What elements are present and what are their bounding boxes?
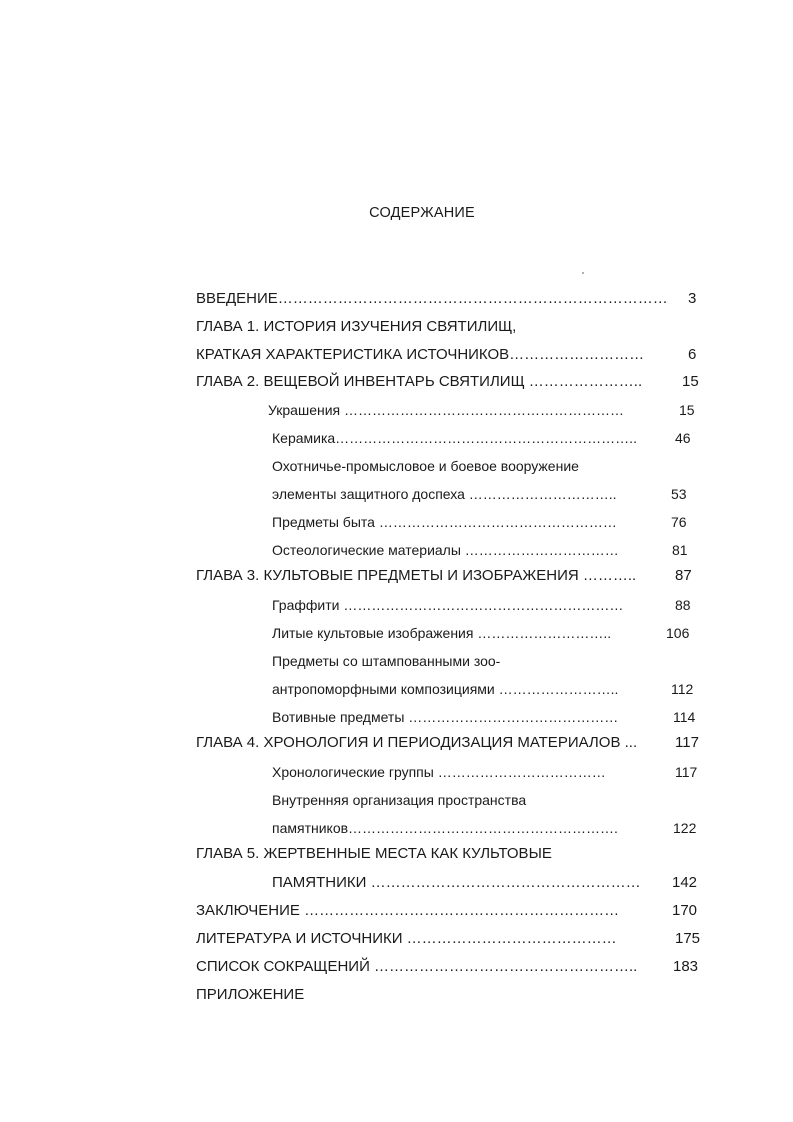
toc-entry-text: ПАМЯТНИКИ ……………………………………………… [272, 874, 641, 891]
toc-row [272, 819, 618, 837]
toc-page-number: 87 [675, 567, 692, 584]
toc-row [268, 401, 624, 419]
toc-row [196, 734, 637, 752]
toc-entry-text: ГЛАВА 1. ИСТОРИЯ ИЗУЧЕНИЯ СВЯТИЛИЩ, [196, 318, 517, 335]
toc-row [272, 541, 619, 559]
toc-entry-text: КРАТКАЯ ХАРАКТЕРИСТИКА ИСТОЧНИКОВ……………………… [196, 346, 645, 363]
toc-page-number: 175 [675, 930, 701, 947]
toc-entry-text: ЗАКЛЮЧЕНИЕ ……………………………………………………… [196, 902, 620, 919]
toc-row [272, 652, 500, 670]
toc-entry-text: Украшения …………………………………………………… [268, 402, 625, 418]
toc-row [272, 763, 606, 781]
toc-entry-text: Остеологические материалы …………………………… [272, 542, 619, 558]
toc-page-number: 112 [671, 681, 694, 697]
toc-entry-text: Вотивные предметы ……………………………………… [272, 709, 619, 725]
toc-page-number: 114 [673, 709, 696, 725]
toc-entry-text: антропоморфными композициями …………………….. [272, 681, 619, 697]
toc-row [272, 680, 618, 698]
toc-entry-text: Литые культовые изображения ……………………….. [272, 625, 612, 641]
toc-page-number: 117 [675, 764, 698, 780]
toc-page-number: 46 [675, 430, 691, 446]
toc-entry-text: ГЛАВА 2. ВЕЩЕВОЙ ИНВЕНТАРЬ СВЯТИЛИЩ ………………….. [196, 373, 643, 390]
toc-page-number: 170 [672, 902, 698, 919]
toc-entry-text: ЛИТЕРАТУРА И ИСТОЧНИКИ …………………………………… [196, 930, 617, 947]
toc-entry-text: ПРИЛОЖЕНИЕ [196, 986, 305, 1003]
toc-entry-text: ГЛАВА 3. КУЛЬТОВЫЕ ПРЕДМЕТЫ И ИЗОБРАЖЕНИЯ ……….. [196, 567, 637, 584]
toc-page-number: 76 [671, 514, 687, 530]
toc-entry-text: элементы защитного доспеха ………………………….. [272, 486, 617, 502]
page-title: СОДЕРЖАНИЕ [369, 205, 475, 221]
toc-row [272, 596, 623, 614]
toc-row [196, 986, 304, 1004]
toc-entry-text: СПИСОК СОКРАЩЕНИЙ …………………………………………….. [196, 958, 638, 975]
toc-row [196, 845, 552, 863]
toc-page-number: 88 [675, 597, 691, 613]
toc-row [196, 930, 617, 948]
toc-page-number: 53 [671, 486, 687, 502]
toc-entry-text: памятников…………………………………………………. [272, 820, 618, 836]
toc-row [272, 624, 611, 642]
toc-row [196, 373, 642, 391]
toc-entry-text: ГЛАВА 5. ЖЕРТВЕННЫЕ МЕСТА КАК КУЛЬТОВЫЕ [196, 845, 552, 862]
toc-entry-text: Охотничье-промысловое и боевое вооружение [272, 458, 579, 474]
toc-page-number: 117 [675, 734, 699, 751]
toc-entry-text: ВВЕДЕНИЕ…………………………………………………………………… [196, 290, 668, 307]
toc-row [196, 318, 516, 336]
toc-row [272, 708, 618, 726]
toc-row [272, 485, 617, 503]
toc-row [272, 513, 617, 531]
toc-page-number: 6 [688, 346, 697, 363]
toc-page-number: 81 [672, 542, 688, 558]
scan-speck [582, 272, 584, 274]
toc-page-number: 106 [666, 625, 690, 641]
toc-row [272, 457, 579, 475]
toc-page-number: 15 [682, 373, 699, 390]
toc-row [196, 958, 637, 976]
toc-entry-text: Хронологические группы ……………………………… [272, 764, 606, 780]
toc-entry-text: Предметы быта …………………………………………… [272, 514, 617, 530]
toc-page-number: 3 [688, 290, 697, 307]
toc-page-number: 183 [673, 958, 699, 975]
toc-entry-text: Внутренняя организация пространства [272, 792, 527, 808]
toc-row [272, 791, 526, 809]
toc-entry-text: ГЛАВА 4. ХРОНОЛОГИЯ И ПЕРИОДИЗАЦИЯ МАТЕРИАЛОВ ... [196, 734, 638, 751]
toc-page-number: 15 [679, 402, 695, 418]
toc-page-number: 142 [672, 874, 698, 891]
toc-row [196, 290, 668, 308]
toc-row [272, 429, 637, 447]
toc-entry-text: Керамика……………………………………………………….. [272, 430, 637, 446]
toc-entry-text: Предметы со штампованными зоо- [272, 653, 501, 669]
toc-entry-text: Граффити …………………………………………………… [272, 597, 624, 613]
toc-row [196, 902, 619, 920]
toc-page-number: 122 [673, 820, 697, 836]
toc-row [196, 567, 636, 585]
toc-row [196, 346, 644, 364]
toc-row [272, 874, 641, 892]
